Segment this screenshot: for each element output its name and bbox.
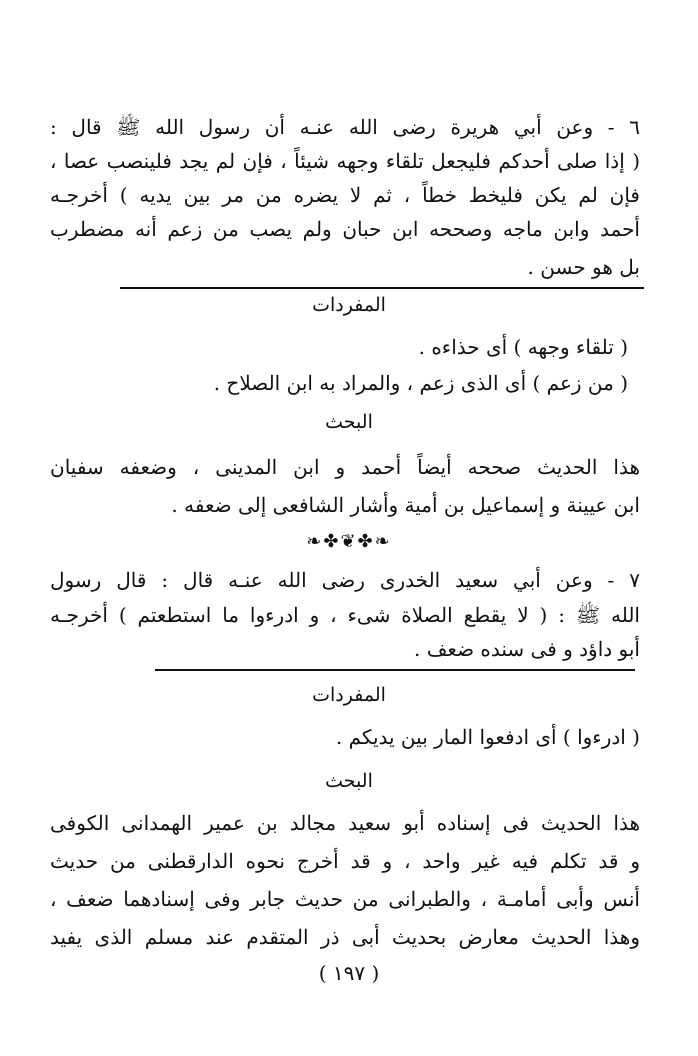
bahth-heading-1: البحث [325,411,373,433]
page-number: ( ١٩٧ ) [318,961,380,985]
hadith6-line-4: أحمد وابن ماجه وصححه ابن حبان ولم يصب من زعم أنه مضطرب [50,217,640,241]
bahth-heading-2: البحث [325,770,373,792]
hadith7-line-2: الله ﷺ : ( لا يقطع الصلاة شىء ، و ادرءوا ما استطعتم ) أخرجـه [50,603,640,627]
section-divider [120,287,644,289]
hadith6-line-3: فإن لم يكن فليخط خطاً ، ثم لا يضره من مر بين يديه ) أخرجـه [50,183,640,207]
bahth1-line-1: هذا الحديث صححه أيضاً أحمد و ابن المدينى ، وضعفه سفيان [50,455,640,479]
hadith6-line-5: بل هو حسن . [527,255,640,279]
mufradat-heading-1: المفردات [312,294,386,316]
mufradat-heading-2: المفردات [312,684,386,706]
hadith7-line-3: أبو داؤد و فى سنده ضعف . [414,637,640,661]
mufradat1-line-1: ( تلقاء وجهه ) أى حذاءه . [418,335,628,359]
bahth2-line-1: هذا الحديث فى إسناده أبو سعيد مجالد بن عمير الهمدانى الكوفى [50,811,640,835]
hadith7-line-1: ٧ - وعن أبي سعيد الخدرى رضى الله عنـه قال : قال رسول [50,568,640,592]
ornament-divider: ❧✤❦✤❧ [306,531,392,552]
bahth2-line-4: وهذا الحديث معارض بحديث أبى ذر المتقدم عند مسلم الذى يفيد [50,925,640,949]
hadith6-line-2: ( إذا صلى أحدكم فليجعل تلقاء وجهه شيئاً ، فإن لم يجد فلينصب عصا ، [50,149,640,173]
mufradat2-line-1: ( ادرءوا ) أى ادفعوا المار بين يديكم . [335,725,640,749]
hadith6-line-1: ٦ - وعن أبي هريرة رضى الله عنـه أن رسول الله ﷺ قال : [50,115,640,139]
mufradat1-line-2: ( من زعم ) أى الذى زعم ، والمراد به ابن الصلاح . [213,371,628,395]
bahth2-line-3: أنس وأبى أمامـة ، والطبرانى من حديث جابر وفى إسنادهما ضعف ، [50,887,640,911]
bahth2-line-2: و قد تكلم فيه غير واحد ، و قد أخرج نحوه الدارقطنى من حديث [50,849,640,873]
bahth1-line-2: ابن عيينة و إسماعيل بن أمية وأشار الشافعى إلى ضعفه . [171,493,640,517]
section-divider [155,669,635,671]
